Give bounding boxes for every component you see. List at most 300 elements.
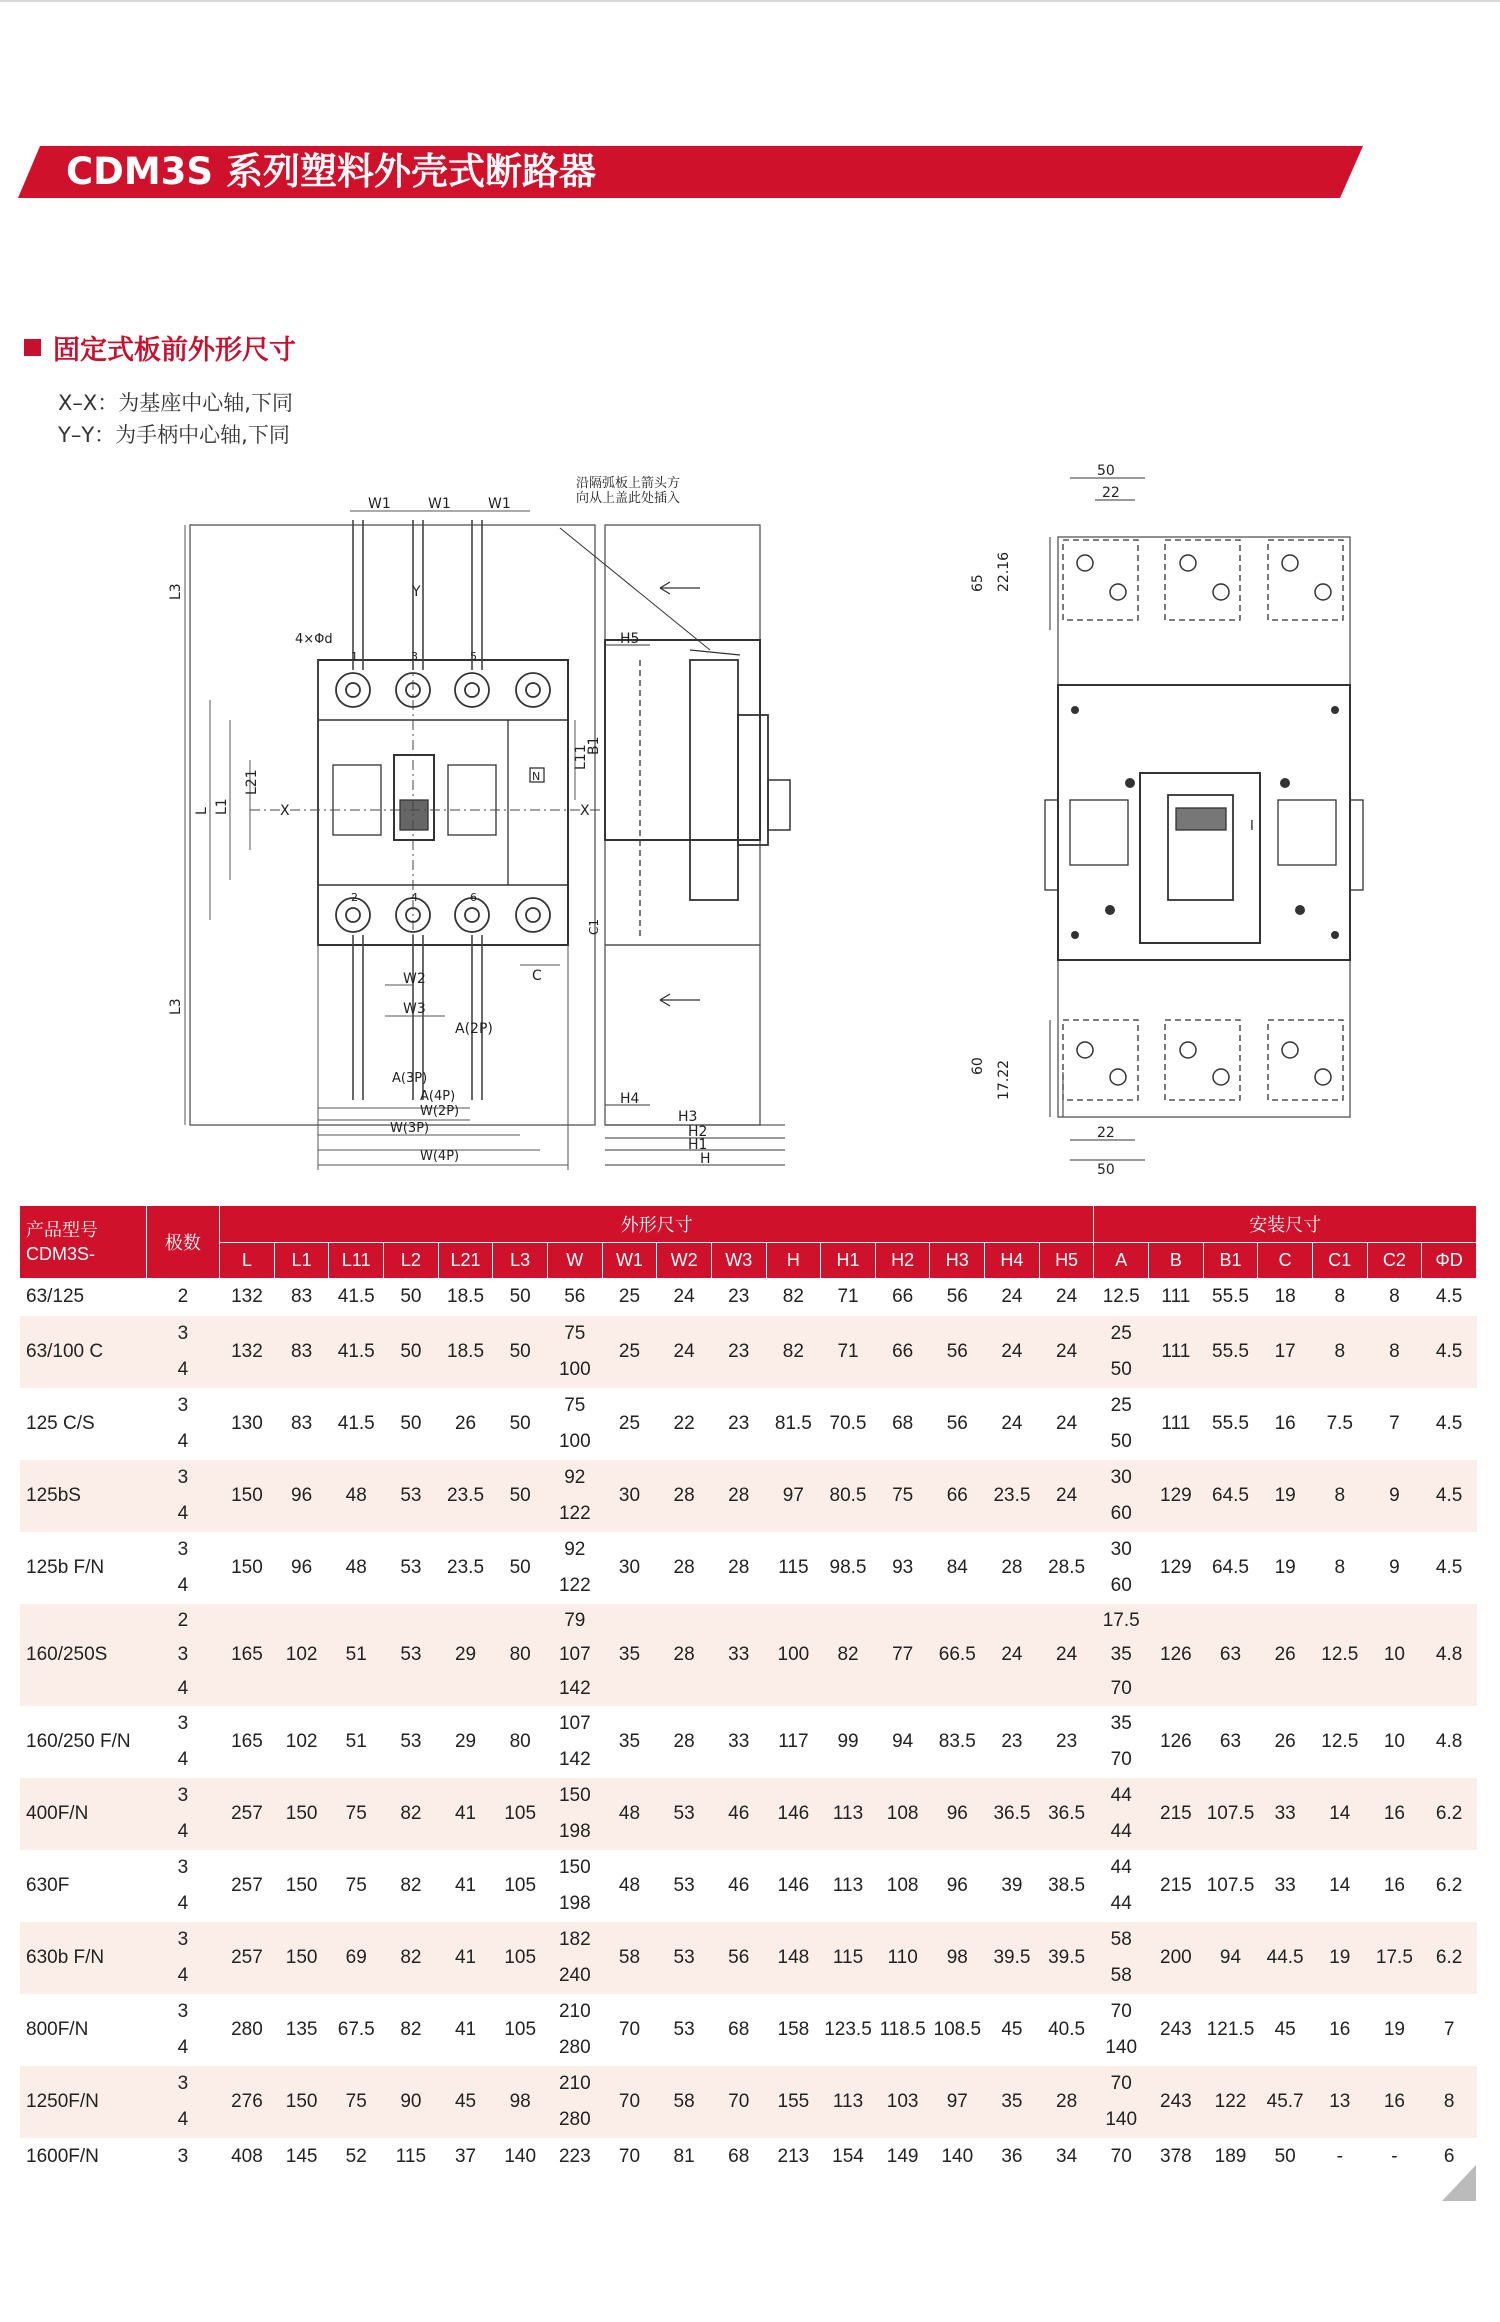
dim-cell-a [1094,1850,1149,1922]
column-header: B [1149,1242,1204,1278]
table-row [20,1604,1477,1706]
note-y-axis: Y–Y：为手柄中心轴,下同 [58,423,290,447]
dim-cell-a-value: 70 [1110,1678,1132,1699]
dim-cell-c: 16 [1274,1413,1296,1434]
dim-cell-w-value: 79 [564,1610,586,1631]
label-c: C [532,968,542,984]
front-dimensions [185,511,575,1170]
dim-cell-w-value: 122 [558,1575,591,1596]
mounting-plate-outline [190,525,595,1125]
dim-cell-w-value: 142 [558,1678,591,1699]
dim-cell-b1: 189 [1214,2146,1247,2167]
dim-cell-l3: 105 [504,1875,537,1896]
dim-cell-w-value: 100 [558,1359,591,1380]
dim-cell-h3: 66 [930,1460,985,1532]
dim-cell-c: 19 [1274,1557,1296,1578]
dim-cell-h: 97 [766,1460,821,1532]
dim-cell-h2: 149 [886,2146,919,2167]
dim-cell-a-value: 35 [1110,1713,1132,1734]
dim-cell-h1: 71 [837,1286,859,1308]
label-a3p: A(3P) [392,1071,428,1086]
poles-cell [146,1278,220,1316]
dim-cell-h4: 36.5 [985,1778,1040,1850]
dim-cell-l2: 82 [384,1778,439,1850]
poles-cell-value: 4 [177,1893,189,1914]
table-row [20,1460,1477,1532]
dim-cell-h3: 84 [946,1557,968,1578]
dim-cell-c1: 12.5 [1321,1731,1359,1752]
mounting-view [1045,478,1363,1160]
label-neutral: N [532,770,541,783]
label-dim-65: 65 [970,574,986,592]
dim-cell-c: 50 [1274,2146,1296,2167]
poles-cell-value: 3 [177,1323,189,1344]
label-w2: W2 [403,971,426,987]
dim-cell-w3: 23 [711,1316,766,1388]
dim-cell-h4: 23 [1001,1731,1023,1752]
table-row [20,1994,1477,2066]
column-header: L [220,1242,275,1278]
dim-cell-a-value: 50 [1110,1359,1132,1380]
model-cell: 125 C/S [26,1413,95,1434]
poles-cell [146,1850,220,1922]
dim-cell-l2: 53 [384,1604,439,1706]
dim-cell-l2: 50 [384,1316,439,1388]
label-dim-50-bottom: 50 [1097,1162,1115,1178]
dim-cell-h2: 103 [875,2066,930,2138]
dim-cell-c: 33 [1258,1778,1313,1850]
dim-cell-l: 130 [231,1413,263,1434]
dim-cell-l11: 75 [329,1778,384,1850]
dim-cell-d: 6.2 [1435,1875,1463,1896]
dim-cell-l2: 53 [400,1731,422,1752]
poles-cell [146,1532,220,1604]
column-header: C1 [1312,1242,1367,1278]
dim-cell-a [1094,1706,1149,1778]
dim-cell-h4: 39 [1001,1875,1023,1896]
dim-cell-b: 243 [1160,2019,1192,2040]
dim-cell-w [547,1278,602,1316]
dim-cell-h4: 24 [1001,1413,1023,1434]
header-model [20,1206,146,1278]
header-model-cn: 产品型号 [26,1219,98,1240]
dim-cell-c2: 8 [1389,1286,1400,1308]
model-cell: 160/250S [20,1604,146,1706]
dim-cell-w2: 53 [657,1778,712,1850]
dim-cell-h3: 56 [946,1286,968,1308]
dim-cell-a [1094,1604,1149,1706]
dim-cell-w [547,1994,602,2066]
dim-cell-w2: 58 [657,2066,712,2138]
dim-cell-d: 6.2 [1422,1778,1477,1850]
dim-cell-c2: 10 [1383,1731,1405,1752]
table-row [20,1278,1477,1316]
dim-cell-w1: 30 [618,1557,641,1578]
dim-cell-w-value: 150 [558,1785,591,1806]
column-header: W1 [602,1242,657,1278]
dim-cell-h: 146 [777,1875,810,1896]
dim-cell-c: 19 [1258,1460,1313,1532]
dim-cell-h3: 56 [930,1316,985,1388]
dim-cell-a-value: 44 [1110,1857,1132,1878]
dim-cell-h: 82 [782,1286,804,1308]
dim-cell-c: 26 [1274,1731,1296,1752]
dim-cell-l1: 83 [291,1413,313,1434]
dim-cell-l2: 50 [400,1413,422,1434]
note-x-axis: X–X：为基座中心轴,下同 [58,391,293,415]
dim-cell-l: 257 [231,1875,263,1896]
dim-cell-d: 7 [1443,2019,1455,2040]
dim-cell-h5: 40.5 [1048,2019,1086,2040]
dim-cell-w1: 25 [618,1286,641,1308]
poles-cell [146,1460,220,1532]
dim-cell-h5: 39.5 [1039,1922,1094,1994]
column-header: A [1094,1242,1149,1278]
dim-cell-h2: 66 [875,1316,930,1388]
dim-cell-w-value: 107 [558,1713,591,1734]
dim-cell-w1: 25 [618,1413,641,1434]
label-dim-22-16: 22.16 [996,551,1012,592]
page-corner-decoration [1442,2165,1476,2201]
dim-cell-b: 126 [1160,1731,1192,1752]
dim-cell-l1: 96 [291,1557,313,1578]
dim-cell-w-value: 100 [558,1431,591,1452]
dim-cell-l21: 41 [454,1875,477,1896]
dim-cell-l11: 69 [329,1922,384,1994]
dim-cell-h1: 154 [832,2146,864,2167]
dim-cell-h5: 24 [1056,1286,1078,1308]
dim-cell-b: 129 [1160,1557,1192,1578]
dim-cell-w-value: 198 [558,1821,591,1842]
dim-cell-h2: 75 [875,1460,930,1532]
column-header: L11 [329,1242,384,1278]
label-b1: B1 [586,736,602,755]
column-header: B1 [1203,1242,1258,1278]
poles-cell-value: 4 [177,1575,189,1596]
label-arrow-note-2: 向从上盖此处插入 [576,491,681,506]
dim-cell-h4: 39.5 [985,1922,1040,1994]
poles-cell [146,1922,220,1994]
dim-cell-c2: 17.5 [1367,1922,1422,1994]
dim-cell-h1: 113 [821,2066,876,2138]
dim-cell-c: 33 [1274,1875,1296,1896]
dim-cell-d: 4.5 [1435,1286,1463,1308]
dim-cell-l21: 41 [438,1922,493,1994]
dim-cell-w-value: 182 [558,1929,591,1950]
label-l21: L21 [244,769,260,795]
dim-cell-w2: 28 [673,1557,695,1578]
dim-cell-a [1094,1994,1149,2066]
dim-cell-w2: 24 [657,1316,712,1388]
dim-cell-c1: 12.5 [1312,1604,1367,1706]
dim-cell-w [547,2066,602,2138]
dim-cell-h3: 96 [930,1778,985,1850]
dim-cell-l1: 150 [274,1778,329,1850]
label-l: L [194,807,210,815]
dim-cell-b: 243 [1149,2066,1204,2138]
table-row [20,1922,1477,1994]
label-y-top: Y [412,584,421,600]
dim-cell-l3: 50 [509,1557,531,1578]
dim-cell-h1: 98.5 [829,1557,867,1578]
dim-cell-h: 155 [766,2066,821,2138]
dim-cell-w2: 22 [673,1413,695,1434]
dim-cell-a-value: 140 [1105,2109,1138,2130]
label-terminal-6: 6 [470,891,477,904]
dim-cell-l2: 82 [400,2019,422,2040]
label-terminal-4: 4 [411,891,418,904]
dim-cell-w3: 56 [711,1922,766,1994]
label-terminal-5: 5 [470,650,477,663]
poles-cell-value: 3 [177,2001,189,2022]
dim-cell-w-value: 280 [558,2109,591,2130]
dim-cell-h2: 108 [875,1778,930,1850]
dim-cell-w-value: 150 [558,1857,591,1878]
dim-cell-a-value: 17.5 [1102,1610,1140,1631]
model-cell: 1250F/N [20,2066,146,2138]
model-cell: 63/100 C [20,1316,146,1388]
dim-cell-c1: 14 [1329,1875,1351,1896]
dim-cell-w [547,1778,602,1850]
dim-cell-a-value: 70 [1110,2146,1132,2167]
dim-cell-h4: 24 [985,1316,1040,1388]
dim-cell-d: 6 [1443,2146,1455,2167]
dim-cell-a-value: 30 [1110,1539,1132,1560]
column-header: L1 [274,1242,329,1278]
dim-cell-h: 82 [766,1316,821,1388]
dim-cell-a-value: 70 [1110,1749,1132,1770]
dim-cell-l21: 45 [438,2066,493,2138]
label-dim-17-22: 17.22 [996,1059,1012,1100]
section-heading [24,330,296,364]
page-title: CDM3S 系列塑料外壳式断路器 [66,150,596,193]
dim-cell-l21: 37 [454,2146,477,2167]
dim-cell-h: 81.5 [774,1413,812,1434]
dim-cell-l: 150 [231,1557,263,1578]
dim-cell-c1: 13 [1312,2066,1367,2138]
dim-cell-a-value: 70 [1110,2073,1132,2094]
dim-cell-l1: 135 [285,2019,318,2040]
dim-cell-h5: 38.5 [1048,1875,1086,1896]
dim-cell-l3: 50 [509,1413,531,1434]
dim-cell-w [547,1316,602,1388]
dim-cell-h5: 36.5 [1039,1778,1094,1850]
poles-cell-value: 4 [177,1503,189,1524]
dim-cell-w3: 46 [711,1778,766,1850]
poles-cell-value: 4 [177,1965,189,1986]
dim-cell-h3: 108.5 [933,2019,982,2040]
dim-cell-l: 408 [231,2146,263,2167]
poles-cell-value: 4 [177,1821,189,1842]
dim-cell-h2: 94 [892,1731,914,1752]
dim-cell-w3: 70 [711,2066,766,2138]
column-header: ΦD [1422,1242,1477,1278]
dim-cell-d: 4.5 [1422,1316,1477,1388]
dim-cell-a-value: 58 [1110,1929,1132,1950]
dim-cell-c1: - [1336,2146,1343,2167]
dim-cell-w-value: 280 [558,2037,591,2058]
dim-cell-l21: 41 [454,2019,477,2040]
dim-cell-w-value: 142 [558,1749,591,1770]
dim-cell-b1: 107.5 [1203,1778,1258,1850]
dim-cell-w-value: 210 [558,2001,591,2022]
dim-cell-h4: 36 [1001,2146,1023,2167]
dim-cell-h3: 97 [930,2066,985,2138]
dim-cell-l11: 41.5 [329,1316,384,1388]
dim-cell-d: 8 [1422,2066,1477,2138]
dim-cell-l: 132 [231,1286,263,1308]
label-x-right: X [580,803,590,819]
label-h: H [700,1151,711,1167]
dim-cell-a [1094,2066,1149,2138]
dim-cell-l11: 48 [329,1460,384,1532]
dim-cell-l21: 29 [438,1604,493,1706]
dim-cell-h: 115 [778,1557,809,1578]
dim-cell-l21: 18.5 [438,1316,493,1388]
dim-cell-w1: 25 [602,1316,657,1388]
dim-cell-w [547,1922,602,1994]
dim-cell-w-value: 210 [558,2073,591,2094]
header-outline-dimensions: 外形尺寸 [220,1206,1094,1242]
poles-cell-value: 3 [177,1929,189,1950]
poles-cell [146,1316,220,1388]
dim-cell-l1: 150 [274,2066,329,2138]
dim-cell-h: 117 [778,1731,809,1752]
dim-cell-w1: 48 [602,1778,657,1850]
poles-cell [146,1778,220,1850]
poles-cell-value: 3 [177,1857,189,1878]
dim-cell-a-value: 50 [1110,1431,1132,1452]
dim-cell-h5: 24 [1039,1604,1094,1706]
label-l1: L1 [214,798,230,815]
dim-cell-c1: 14 [1312,1778,1367,1850]
table-row [20,1532,1477,1604]
dim-cell-l: 257 [220,1778,275,1850]
label-dim-22-bottom: 22 [1097,1125,1115,1141]
dim-cell-d: 4.8 [1435,1731,1463,1752]
outline-drawing [0,455,1500,1185]
dim-cell-l21: 23.5 [447,1557,485,1578]
poles-cell-value: 3 [177,1713,189,1734]
dim-cell-w1: 35 [618,1731,641,1752]
dim-cell-l11: 51 [329,1604,384,1706]
column-header: C2 [1367,1242,1422,1278]
model-cell: 630b F/N [20,1922,146,1994]
dim-cell-w2: 28 [657,1604,712,1706]
dim-cell-l21: 23.5 [438,1460,493,1532]
dim-cell-l: 165 [220,1604,275,1706]
model-cell: 125bS [20,1460,146,1532]
dim-cell-l11: 41.5 [337,1413,375,1434]
dim-cell-b: 378 [1160,2146,1192,2167]
dim-cell-w2: 53 [673,2019,695,2040]
label-w4p: W(4P) [420,1149,460,1164]
dim-cell-c: 45.7 [1258,2066,1313,2138]
dim-cell-h2: 108 [886,1875,919,1896]
dim-cell-h1: 123.5 [824,2019,872,2040]
poles-cell-value: 3 [177,2073,189,2094]
dim-cell-h: 213 [777,2146,810,2167]
dim-cell-b1: 55.5 [1212,1413,1249,1434]
dim-cell-h5: 24 [1039,1316,1094,1388]
dim-cell-d: 4.5 [1435,1413,1463,1434]
dim-cell-w2: 24 [673,1286,695,1308]
top-rule [0,0,1500,2]
dim-cell-l: 150 [220,1460,275,1532]
label-arrow-note-1: 沿隔弧板上箭头方 [576,476,681,491]
dim-cell-w [547,1850,602,1922]
dim-cell-l2: 50 [400,1286,422,1308]
dim-cell-w-value: 56 [564,1286,586,1308]
model-cell: 1600F/N [26,2146,99,2167]
dim-cell-l: 280 [231,2019,263,2040]
poles-cell [146,1706,220,1778]
dim-cell-w-value: 122 [558,1503,591,1524]
dim-cell-l: 257 [220,1922,275,1994]
dim-cell-w2: 28 [657,1460,712,1532]
dim-cell-l11: 52 [345,2146,367,2167]
dim-cell-h3: 140 [941,2146,974,2167]
column-header: L2 [384,1242,439,1278]
dim-cell-l21: 18.5 [447,1286,485,1308]
dim-cell-w1: 70 [602,2066,657,2138]
dim-cell-b: 215 [1160,1875,1192,1896]
label-l3-top: L3 [168,583,184,600]
dim-cell-h1: 80.5 [821,1460,876,1532]
dim-cell-b1: 122 [1203,2066,1258,2138]
dim-cell-l2: 82 [384,1922,439,1994]
table-row [20,2138,1477,2176]
dim-cell-b1: 64.5 [1212,1557,1249,1578]
dim-cell-c2: 7 [1389,1413,1400,1434]
dim-cell-l3: 80 [509,1731,531,1752]
dim-cell-a-value: 30 [1110,1467,1132,1488]
dim-cell-c: 26 [1258,1604,1313,1706]
dim-cell-a [1094,1922,1149,1994]
dim-cell-w [547,1706,602,1778]
dim-cell-c2: 8 [1367,1316,1422,1388]
model-cell: 160/250 F/N [26,1731,131,1752]
dim-cell-b1: 63 [1203,1604,1258,1706]
dim-cell-h1: 70.5 [829,1413,867,1434]
dim-cell-c: 45 [1274,2019,1296,2040]
dim-cell-h5: 28 [1039,2066,1094,2138]
dim-cell-l11: 51 [345,1731,367,1752]
dim-cell-b: 129 [1149,1460,1204,1532]
dim-cell-w [547,1604,602,1706]
dim-cell-l2: 82 [400,1875,422,1896]
dim-cell-c2: 10 [1367,1604,1422,1706]
poles-cell-value: 3 [177,1644,189,1665]
dim-cell-b1: 64.5 [1203,1460,1258,1532]
dim-cell-a-value: 44 [1110,1785,1132,1806]
label-a2p: A(2P) [455,1021,493,1037]
dim-cell-l3: 105 [493,1778,548,1850]
poles-cell [146,1604,220,1706]
dim-cell-c2: 16 [1367,2066,1422,2138]
dim-cell-h3: 66.5 [930,1604,985,1706]
dim-cell-c1: 8 [1312,1316,1367,1388]
dim-cell-h4: 35 [985,2066,1040,2138]
dim-cell-h5: 24 [1039,1460,1094,1532]
model-cell: 63/125 [26,1286,85,1308]
dim-cell-c1: 7.5 [1326,1413,1353,1434]
dim-cell-l3: 140 [504,2146,537,2167]
dim-cell-l11: 75 [329,2066,384,2138]
poles-cell-value: 4 [177,1431,189,1452]
dim-cell-h4: 45 [1001,2019,1023,2040]
dim-cell-h2: 66 [892,1286,914,1308]
